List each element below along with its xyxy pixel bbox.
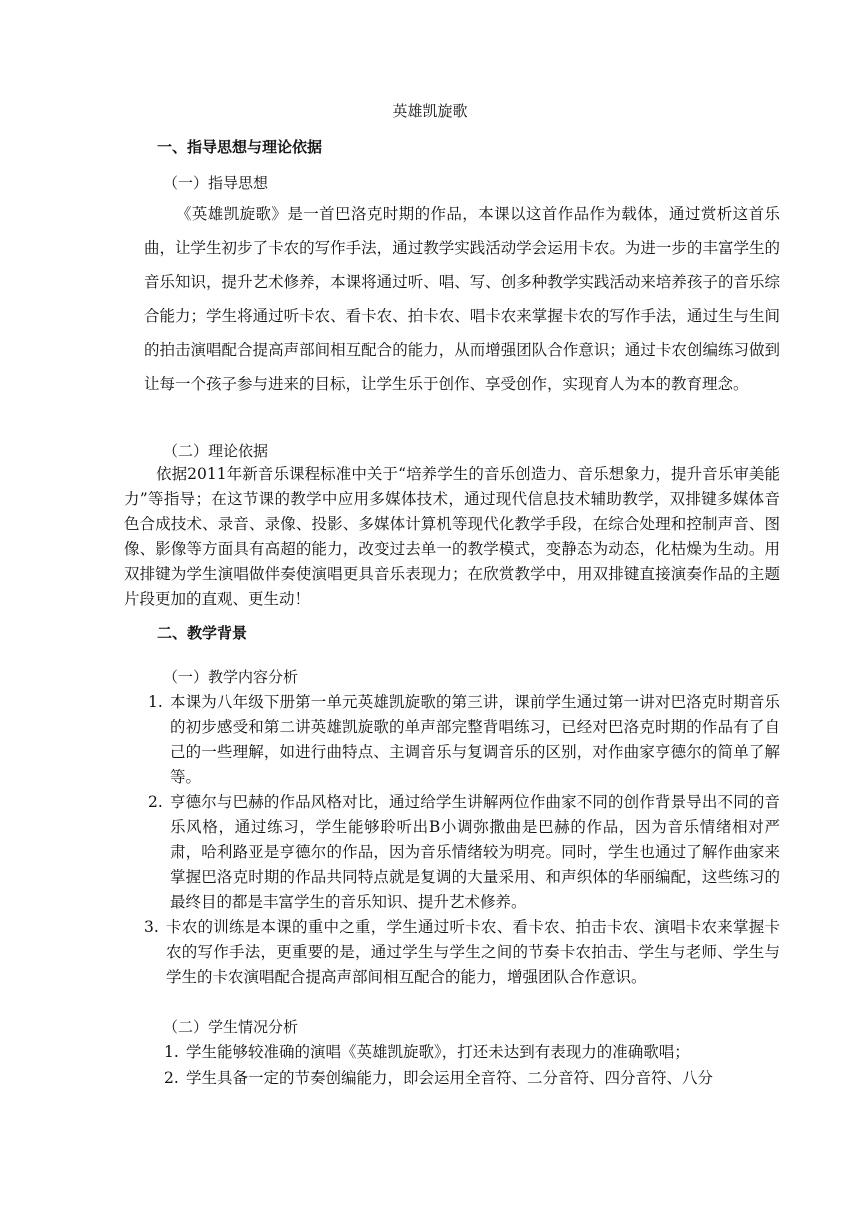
list-item	[164, 1066, 786, 1091]
subheading-guiding-thought: （一）指导思想	[163, 174, 269, 192]
list-text: 学生具备一定的节奏创编能力，即会运用全音符、二分音符、四分音符、八分	[186, 1069, 714, 1087]
subheading-student-analysis: （二）学生情况分析	[163, 1018, 299, 1036]
list-item	[148, 790, 780, 915]
subheading-theory-basis: （二）理论依据	[163, 442, 269, 460]
list-item	[148, 690, 780, 790]
list-number: 2.	[148, 793, 163, 811]
section-heading-guiding-theory: 一、指导思想与理论依据	[157, 138, 323, 156]
list-number: 1.	[164, 1043, 179, 1061]
list-number: 2.	[164, 1069, 179, 1087]
list-number: 1.	[148, 693, 163, 711]
list-text: 亨德尔与巴赫的作品风格对比，通过给学生讲解两位作曲家不同的创作背景导出不同的音乐风格，通过练习，学生能够聆听出B小调弥撒曲是巴赫的作品，因为音乐情绪相对严肃，哈利路亚是亨德尔的作品，因为音乐情绪较为明亮。同时，学生也通过了解作曲家来掌握巴洛克时期的作品共同特点就是复调的大量采用、和声织体的华丽编配，这些练习的最终目的都是丰富学生的音乐知识、提升艺术修养。	[170, 793, 780, 911]
list-item	[164, 1040, 786, 1065]
paragraph-theory-basis: 依据2011年新音乐课程标准中关于“培养学生的音乐创造力、音乐想象力，提升音乐审美能力”等指导；在这节课的教学中应用多媒体技术，通过现代信息技术辅助教学，双排键多媒体音色合成技术、录音、录像、投影、多媒体计算机等现代化教学手段，在综合处理和控制声音、图像、影像等方面具有高超的能力，改变过去单一的教学模式，变静态为动态，化枯燥为生动。用双排键为学生演唱做伴奏使演唱更具音乐表现力；在欣赏教学中，用双排键直接演奏作品的主题片段更加的直观、更生动！	[124, 465, 780, 608]
paragraph-guiding-thought: 《英雄凯旋歌》是一首巴洛克时期的作品，本课以这首作品作为载体，通过赏析这首乐曲，让学生初步了卡农的写作手法，通过教学实践活动学会运用卡农。为进一步的丰富学生的音乐知识，提升艺术修养，本课将通过听、唱、写、创多种教学实践活动来培养孩子的音乐综合能力；学生将通过听卡农、看卡农、拍卡农、唱卡农来掌握卡农的写作手法，通过生与生间的拍击演唱配合提高声部间相互配合的能力，从而增强团队合作意识；通过卡农创编练习做到让每一个孩子参与进来的目标，让学生乐于创作、享受创作，实现育人为本的教育理念。	[144, 205, 780, 393]
section-heading-teaching-background: 二、教学背景	[157, 624, 248, 642]
list-text: 本课为八年级下册第一单元英雄凯旋歌的第三讲，课前学生通过第一讲对巴洛克时期音乐的初步感受和第二讲英雄凯旋歌的单声部完整背唱练习，已经对巴洛克时期的作品有了自己的一些理解，如进行曲特点、主调音乐与复调音乐的区别，对作曲家亨德尔的简单了解等。	[170, 693, 780, 786]
list-number: 3.	[144, 918, 159, 936]
document-title: 英雄凯旋歌	[392, 102, 468, 120]
list-text: 学生能够较准确的演唱《英雄凯旋歌》，打还未达到有表现力的准确歌唱；	[186, 1043, 690, 1061]
list-text: 卡农的训练是本课的重中之重，学生通过听卡农、看卡农、拍击卡农、演唱卡农来掌握卡农的写作手法，更重要的是，通过学生与学生之间的节奏卡农拍击、学生与老师、学生与学生的卡农演唱配合提高声部间相互配合的能力，增强团队合作意识。	[166, 918, 780, 986]
subheading-content-analysis: （一）教学内容分析	[163, 668, 299, 686]
list-item	[144, 915, 780, 990]
